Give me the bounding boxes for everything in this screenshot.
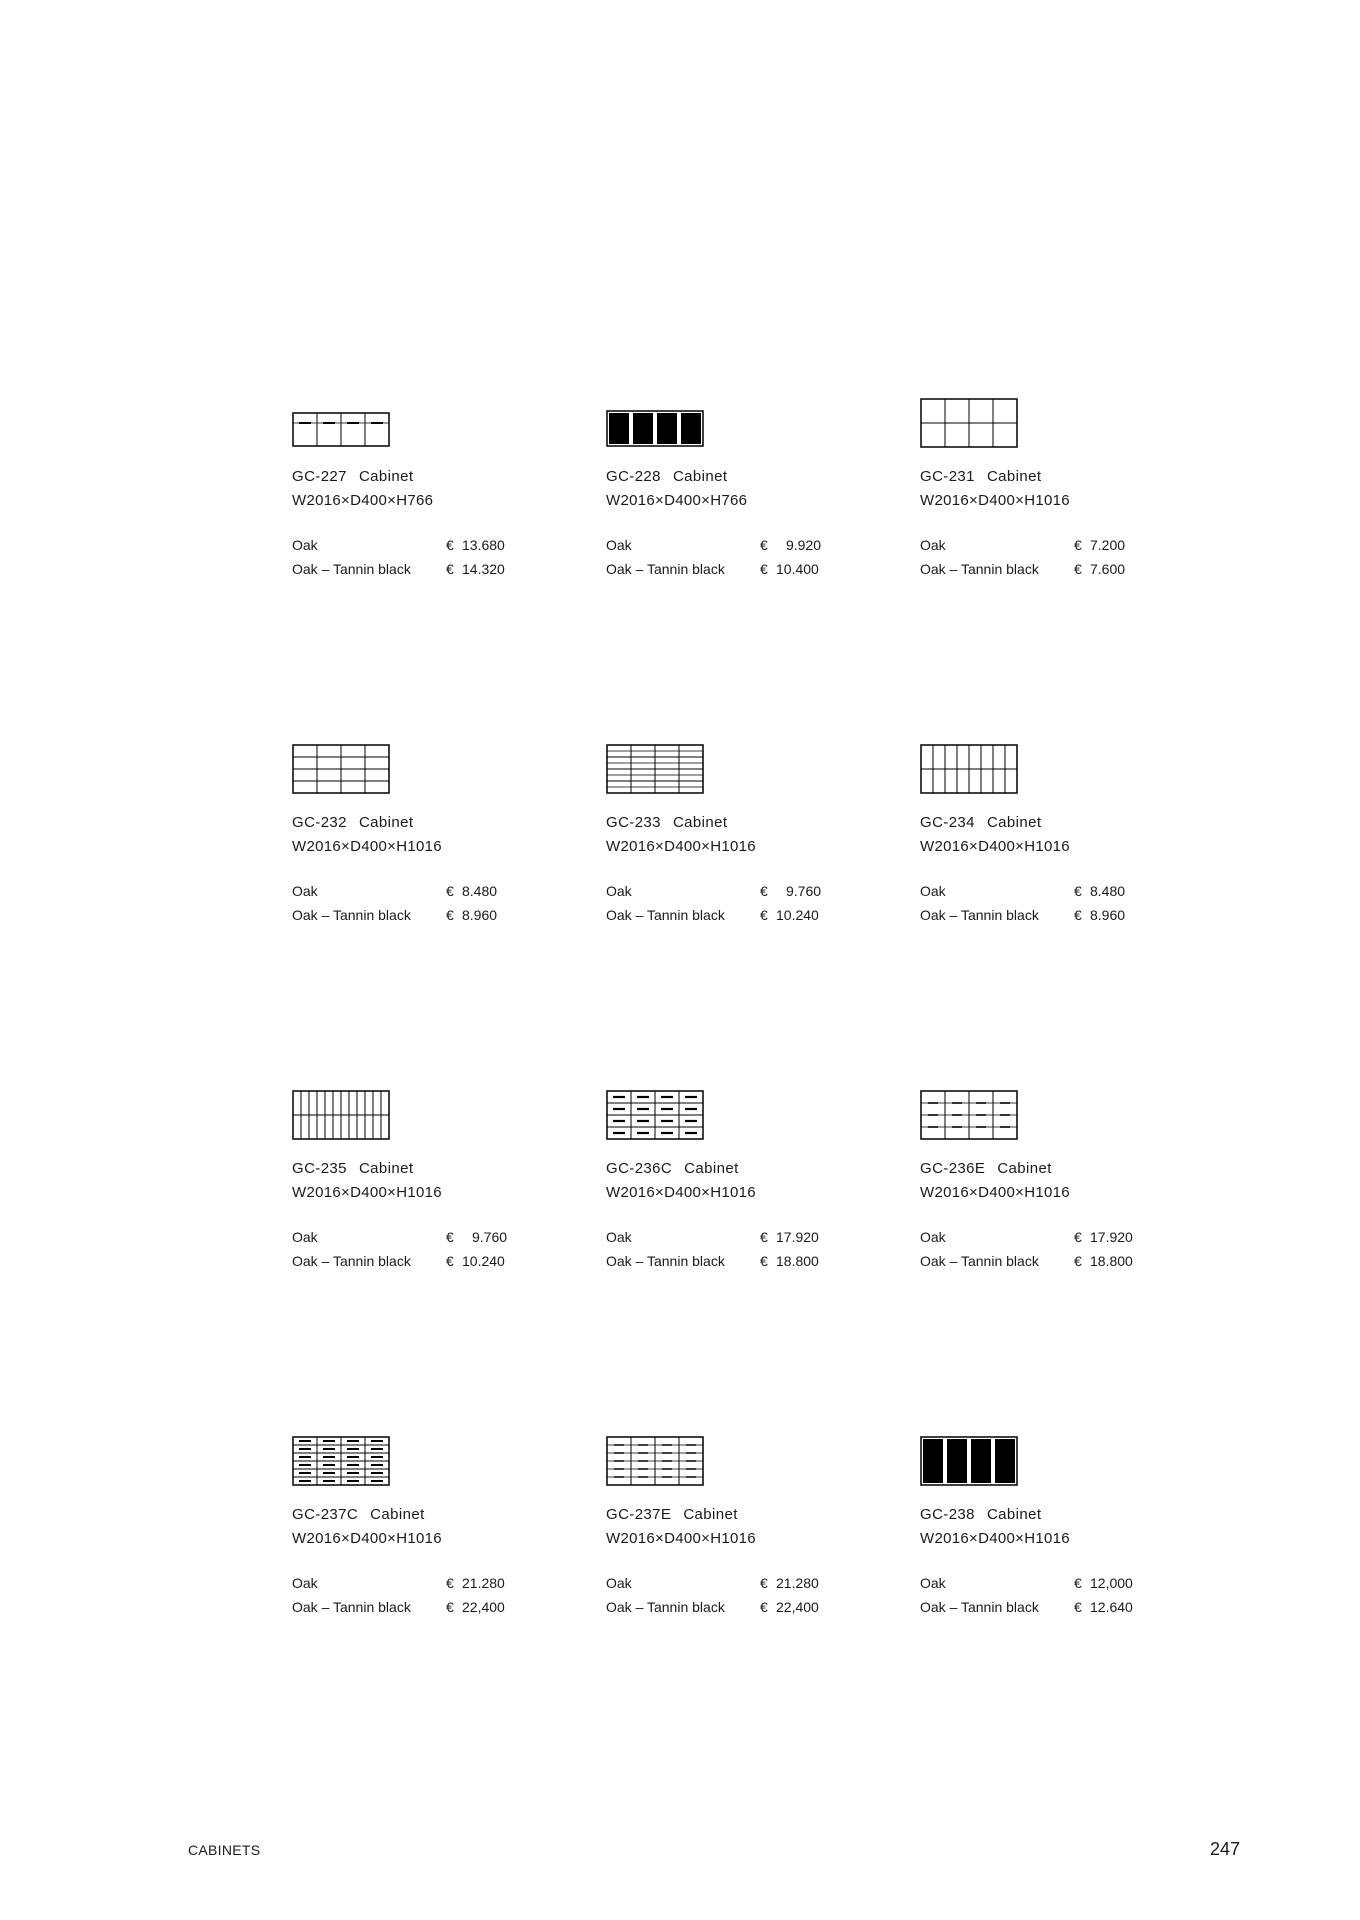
price-value: 22,400 <box>776 1599 819 1615</box>
product-dimensions: W2016×D400×H766 <box>606 492 748 509</box>
finish-label: Oak – Tannin black <box>606 1253 725 1269</box>
finish-label: Oak <box>606 883 632 899</box>
currency-symbol: € <box>760 1575 768 1591</box>
finish-label: Oak <box>606 1229 632 1245</box>
product-type: Cabinet <box>997 1160 1052 1177</box>
product-type: Cabinet <box>672 814 728 831</box>
currency-symbol: € <box>760 537 768 553</box>
product-dimensions: W2016×D400×H1016 <box>920 492 1070 509</box>
finish-label: Oak <box>920 1229 946 1245</box>
currency-symbol: € <box>760 907 768 923</box>
price-value: 9.920 <box>786 537 822 553</box>
product-type: Cabinet <box>986 1506 1042 1523</box>
product-type: Cabinet <box>672 468 728 485</box>
price-value: 10.240 <box>776 907 819 923</box>
cabinet-drawing <box>920 1090 1020 1140</box>
price-value: 9.760 <box>472 1229 508 1245</box>
page-number: 247 <box>1209 1839 1240 1859</box>
currency-symbol: € <box>1074 1575 1082 1591</box>
product-dimensions: W2016×D400×H1016 <box>920 838 1070 855</box>
price-value: 7.200 <box>1090 537 1126 553</box>
product-code: GC-232 <box>292 814 347 831</box>
currency-symbol: € <box>760 1599 768 1615</box>
finish-label: Oak – Tannin black <box>606 907 725 923</box>
price-value: 21.280 <box>462 1575 505 1591</box>
finish-label: Oak – Tannin black <box>920 907 1039 923</box>
product-title <box>920 814 1041 831</box>
product-code: GC-237E <box>606 1506 672 1523</box>
cabinet-drawing <box>606 1090 706 1140</box>
product-title <box>606 1160 739 1177</box>
price-value: 14.320 <box>462 561 505 577</box>
cabinet-drawing <box>606 408 706 448</box>
product-title <box>292 1160 413 1177</box>
product-title <box>606 814 727 831</box>
cabinet-drawing <box>920 744 1020 794</box>
finish-label: Oak <box>292 537 318 553</box>
price-value: 9.760 <box>786 883 822 899</box>
finish-label: Oak – Tannin black <box>292 1253 411 1269</box>
finish-label: Oak – Tannin black <box>292 907 411 923</box>
price-value: 17.920 <box>776 1229 819 1245</box>
product-type: Cabinet <box>370 1506 425 1523</box>
section-label: CABINETS <box>188 1842 261 1858</box>
product-title <box>920 1506 1041 1523</box>
finish-label: Oak <box>920 1575 946 1591</box>
currency-symbol: € <box>446 537 454 553</box>
currency-symbol: € <box>760 1229 768 1245</box>
product-type: Cabinet <box>358 814 414 831</box>
cabinet-drawing <box>292 1436 392 1486</box>
price-value: 8.480 <box>1090 883 1126 899</box>
product-dimensions: W2016×D400×H1016 <box>606 838 756 855</box>
finish-label: Oak – Tannin black <box>292 561 411 577</box>
price-value: 21.280 <box>776 1575 819 1591</box>
product-title <box>292 468 413 485</box>
product-code: GC-238 <box>920 1506 975 1523</box>
price-value: 10.240 <box>462 1253 505 1269</box>
product-type: Cabinet <box>358 1160 414 1177</box>
product-code: GC-228 <box>606 468 661 485</box>
cabinet-drawing <box>920 398 1020 448</box>
currency-symbol: € <box>1074 561 1082 577</box>
product-type: Cabinet <box>683 1506 738 1523</box>
currency-symbol: € <box>1074 907 1082 923</box>
currency-symbol: € <box>1074 1599 1082 1615</box>
currency-symbol: € <box>446 907 454 923</box>
finish-label: Oak <box>606 537 632 553</box>
product-type: Cabinet <box>358 468 414 485</box>
price-value: 10.400 <box>776 561 819 577</box>
finish-label: Oak <box>292 883 318 899</box>
product-dimensions: W2016×D400×H1016 <box>920 1530 1070 1547</box>
price-value: 18.800 <box>1090 1253 1133 1269</box>
product-code: GC-231 <box>920 468 975 485</box>
finish-label: Oak <box>606 1575 632 1591</box>
product-dimensions: W2016×D400×H1016 <box>606 1184 756 1201</box>
currency-symbol: € <box>446 561 454 577</box>
price-value: 8.480 <box>462 883 498 899</box>
finish-label: Oak – Tannin black <box>606 561 725 577</box>
product-dimensions: W2016×D400×H1016 <box>292 1530 442 1547</box>
finish-label: Oak – Tannin black <box>292 1599 411 1615</box>
cabinet-drawing <box>292 744 392 794</box>
cabinet-drawing <box>606 1436 706 1486</box>
product-code: GC-237C <box>292 1506 359 1523</box>
product-dimensions: W2016×D400×H1016 <box>920 1184 1070 1201</box>
cabinet-drawing <box>292 408 392 448</box>
product-code: GC-227 <box>292 468 347 485</box>
cabinet-drawing <box>606 744 706 794</box>
price-value: 8.960 <box>462 907 498 923</box>
product-dimensions: W2016×D400×H1016 <box>606 1530 756 1547</box>
price-value: 18.800 <box>776 1253 819 1269</box>
cabinet-drawing <box>920 1436 1020 1486</box>
finish-label: Oak – Tannin black <box>920 1253 1039 1269</box>
product-type: Cabinet <box>986 814 1042 831</box>
price-value: 22,400 <box>462 1599 505 1615</box>
currency-symbol: € <box>760 883 768 899</box>
currency-symbol: € <box>1074 883 1082 899</box>
product-title <box>292 1506 425 1523</box>
finish-label: Oak – Tannin black <box>920 561 1039 577</box>
product-code: GC-235 <box>292 1160 347 1177</box>
currency-symbol: € <box>1074 1229 1082 1245</box>
price-value: 7.600 <box>1090 561 1126 577</box>
product-title <box>920 468 1041 485</box>
product-title <box>292 814 413 831</box>
finish-label: Oak <box>920 537 946 553</box>
product-code: GC-236C <box>606 1160 673 1177</box>
currency-symbol: € <box>760 561 768 577</box>
currency-symbol: € <box>446 1229 454 1245</box>
currency-symbol: € <box>1074 537 1082 553</box>
product-dimensions: W2016×D400×H766 <box>292 492 434 509</box>
product-dimensions: W2016×D400×H1016 <box>292 1184 442 1201</box>
price-value: 17.920 <box>1090 1229 1133 1245</box>
price-value: 12.640 <box>1090 1599 1133 1615</box>
currency-symbol: € <box>446 1599 454 1615</box>
product-title <box>606 1506 738 1523</box>
product-code: GC-236E <box>920 1160 986 1177</box>
finish-label: Oak <box>292 1229 318 1245</box>
product-code: GC-234 <box>920 814 975 831</box>
product-code: GC-233 <box>606 814 661 831</box>
currency-symbol: € <box>446 1575 454 1591</box>
product-dimensions: W2016×D400×H1016 <box>292 838 442 855</box>
product-title <box>606 468 727 485</box>
finish-label: Oak <box>292 1575 318 1591</box>
product-type: Cabinet <box>684 1160 739 1177</box>
finish-label: Oak – Tannin black <box>606 1599 725 1615</box>
currency-symbol: € <box>446 1253 454 1269</box>
finish-label: Oak – Tannin black <box>920 1599 1039 1615</box>
finish-label: Oak <box>920 883 946 899</box>
currency-symbol: € <box>1074 1253 1082 1269</box>
currency-symbol: € <box>446 883 454 899</box>
currency-symbol: € <box>760 1253 768 1269</box>
price-value: 8.960 <box>1090 907 1126 923</box>
product-type: Cabinet <box>986 468 1042 485</box>
product-title <box>920 1160 1052 1177</box>
price-value: 13.680 <box>462 537 505 553</box>
price-value: 12,000 <box>1090 1575 1133 1591</box>
cabinet-drawing <box>292 1090 392 1140</box>
